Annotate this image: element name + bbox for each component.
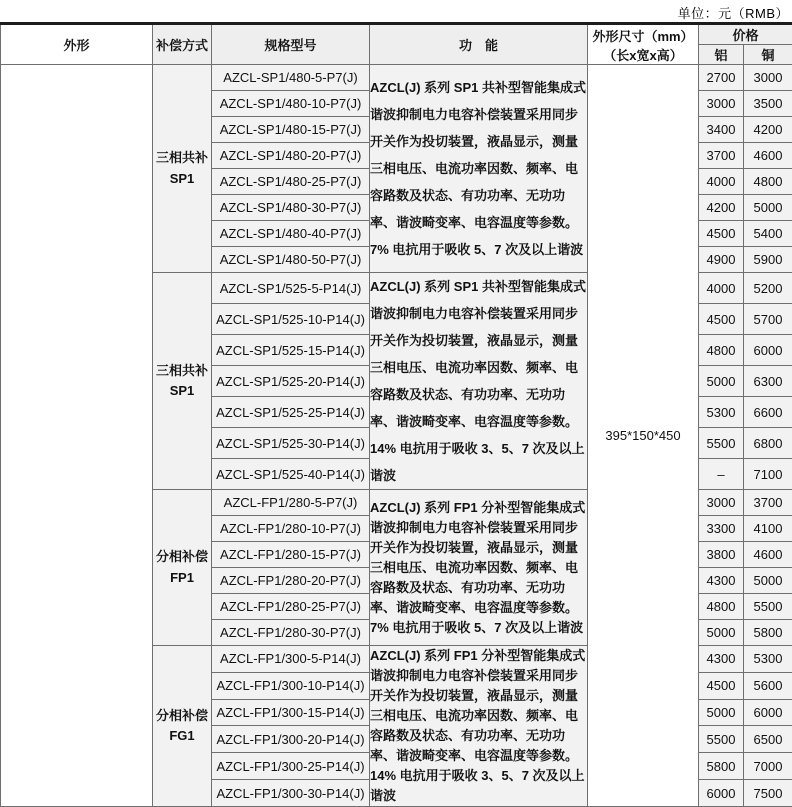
model-cell: AZCL-FP1/300-10-P14(J) bbox=[212, 672, 370, 699]
header-function: 功 能 bbox=[370, 24, 588, 65]
method-cell bbox=[153, 490, 212, 646]
header-dimensions-line2: （长x宽x高） bbox=[588, 45, 698, 64]
header-copper: 铜 bbox=[744, 45, 792, 65]
model-cell: AZCL-FP1/300-5-P14(J) bbox=[212, 646, 370, 673]
model-cell: AZCL-SP1/480-30-P7(J) bbox=[212, 195, 370, 221]
price-al-cell: 4900 bbox=[699, 247, 744, 273]
dimensions-cell: 395*150*450 bbox=[588, 65, 699, 807]
price-cu-cell: 7500 bbox=[744, 780, 792, 807]
price-al-cell: 4300 bbox=[699, 646, 744, 673]
header-aluminum: 铝 bbox=[699, 45, 744, 65]
price-cu-cell: 7100 bbox=[744, 459, 792, 490]
price-cu-cell: 6800 bbox=[744, 428, 792, 459]
model-cell: AZCL-SP1/480-25-P7(J) bbox=[212, 169, 370, 195]
method-label: 三相共补 bbox=[156, 363, 208, 378]
price-cu-cell: 5900 bbox=[744, 247, 792, 273]
method-code: FP1 bbox=[153, 568, 211, 588]
price-al-cell: 4200 bbox=[699, 195, 744, 221]
price-cu-cell: 6000 bbox=[744, 699, 792, 726]
method-cell bbox=[153, 65, 212, 273]
model-cell: AZCL-SP1/480-20-P7(J) bbox=[212, 143, 370, 169]
method-cell bbox=[153, 273, 212, 490]
model-cell: AZCL-SP1/525-5-P14(J) bbox=[212, 273, 370, 304]
price-cu-cell: 3500 bbox=[744, 91, 792, 117]
price-cu-cell: 3000 bbox=[744, 65, 792, 91]
price-al-cell: 4800 bbox=[699, 594, 744, 620]
price-cu-cell: 6300 bbox=[744, 366, 792, 397]
price-table bbox=[0, 22, 792, 807]
header-method: 补偿方式 bbox=[153, 24, 212, 65]
method-code: FG1 bbox=[153, 726, 211, 746]
price-al-cell: 3800 bbox=[699, 542, 744, 568]
price-cu-cell: 7000 bbox=[744, 753, 792, 780]
price-al-cell: 5500 bbox=[699, 726, 744, 753]
table-row bbox=[1, 65, 792, 91]
header-dimensions-line1: 外形尺寸（mm） bbox=[588, 26, 698, 45]
model-cell: AZCL-FP1/280-30-P7(J) bbox=[212, 620, 370, 646]
price-cu-cell: 5300 bbox=[744, 646, 792, 673]
header-shape: 外形 bbox=[1, 24, 153, 65]
function-cell: AZCL(J) 系列 FP1 分补型智能集成式谐波抑制电力电容补偿装置采用同步开关作为投切装置，液晶显示，测量三相电压、电流功率因数、频率、电容路数及状态、有功功率、无功功率、谐波畸变率、电容温度等参数。14% 电抗用于吸收 3、5、7 次及以上谐波 bbox=[370, 646, 588, 807]
model-cell: AZCL-SP1/480-5-P7(J) bbox=[212, 65, 370, 91]
method-label: 三相共补 bbox=[156, 150, 208, 165]
method-code: SP1 bbox=[153, 169, 211, 189]
method-code: SP1 bbox=[153, 381, 211, 401]
price-al-cell: 4000 bbox=[699, 273, 744, 304]
model-cell: AZCL-SP1/525-40-P14(J) bbox=[212, 459, 370, 490]
price-cu-cell: 4100 bbox=[744, 516, 792, 542]
method-label: 分相补偿 bbox=[156, 708, 208, 723]
price-cu-cell: 5400 bbox=[744, 221, 792, 247]
price-cu-cell: 4800 bbox=[744, 169, 792, 195]
price-al-cell: 5000 bbox=[699, 366, 744, 397]
model-cell: AZCL-SP1/525-20-P14(J) bbox=[212, 366, 370, 397]
model-cell: AZCL-SP1/480-15-P7(J) bbox=[212, 117, 370, 143]
function-cell: AZCL(J) 系列 SP1 共补型智能集成式谐波抑制电力电容补偿装置采用同步开关作为投切装置，液晶显示，测量三相电压、电流功率因数、频率、电容路数及状态、有功功率、无功功率、谐波畸变率、电容温度等参数。7% 电抗用于吸收 5、7 次及以上谐波 bbox=[370, 65, 588, 273]
price-cu-cell: 6500 bbox=[744, 726, 792, 753]
header-price: 价格 bbox=[699, 24, 792, 45]
unit-note: 单位：元（RMB） bbox=[678, 3, 789, 22]
method-label: 分相补偿 bbox=[156, 549, 208, 564]
method-cell bbox=[153, 646, 212, 807]
price-al-cell: 3300 bbox=[699, 516, 744, 542]
header-model: 规格型号 bbox=[212, 24, 370, 65]
price-al-cell: 4800 bbox=[699, 335, 744, 366]
table-header bbox=[1, 24, 792, 65]
model-cell: AZCL-SP1/480-40-P7(J) bbox=[212, 221, 370, 247]
price-cu-cell: 6000 bbox=[744, 335, 792, 366]
price-al-cell: 3400 bbox=[699, 117, 744, 143]
model-cell: AZCL-SP1/525-15-P14(J) bbox=[212, 335, 370, 366]
model-cell: AZCL-FP1/300-15-P14(J) bbox=[212, 699, 370, 726]
price-al-cell: 5000 bbox=[699, 699, 744, 726]
price-al-cell: 5500 bbox=[699, 428, 744, 459]
price-al-cell: 5300 bbox=[699, 397, 744, 428]
model-cell: AZCL-SP1/525-10-P14(J) bbox=[212, 304, 370, 335]
model-cell: AZCL-FP1/280-10-P7(J) bbox=[212, 516, 370, 542]
model-cell: AZCL-SP1/480-50-P7(J) bbox=[212, 247, 370, 273]
price-cu-cell: 5000 bbox=[744, 568, 792, 594]
price-al-cell: 4500 bbox=[699, 672, 744, 699]
model-cell: AZCL-SP1/525-25-P14(J) bbox=[212, 397, 370, 428]
model-cell: AZCL-FP1/300-30-P14(J) bbox=[212, 780, 370, 807]
price-al-cell: 4500 bbox=[699, 304, 744, 335]
function-cell: AZCL(J) 系列 SP1 共补型智能集成式谐波抑制电力电容补偿装置采用同步开关作为投切装置，液晶显示，测量三相电压、电流功率因数、频率、电容路数及状态、有功功率、无功功率、谐波畸变率、电容温度等参数。14% 电抗用于吸收 3、5、7 次及以上谐波 bbox=[370, 273, 588, 490]
price-al-cell: 6000 bbox=[699, 780, 744, 807]
model-cell: AZCL-FP1/280-15-P7(J) bbox=[212, 542, 370, 568]
price-al-cell: 5000 bbox=[699, 620, 744, 646]
price-cu-cell: 6600 bbox=[744, 397, 792, 428]
price-cu-cell: 5000 bbox=[744, 195, 792, 221]
price-al-cell: 3700 bbox=[699, 143, 744, 169]
price-cu-cell: 4200 bbox=[744, 117, 792, 143]
price-al-cell: – bbox=[699, 459, 744, 490]
model-cell: AZCL-FP1/280-25-P7(J) bbox=[212, 594, 370, 620]
model-cell: AZCL-FP1/280-5-P7(J) bbox=[212, 490, 370, 516]
price-al-cell: 3000 bbox=[699, 91, 744, 117]
price-al-cell: 4500 bbox=[699, 221, 744, 247]
price-cu-cell: 4600 bbox=[744, 542, 792, 568]
price-cu-cell: 5800 bbox=[744, 620, 792, 646]
price-cu-cell: 4600 bbox=[744, 143, 792, 169]
model-cell: AZCL-SP1/480-10-P7(J) bbox=[212, 91, 370, 117]
price-al-cell: 3000 bbox=[699, 490, 744, 516]
price-cu-cell: 5600 bbox=[744, 672, 792, 699]
model-cell: AZCL-SP1/525-30-P14(J) bbox=[212, 428, 370, 459]
price-cu-cell: 3700 bbox=[744, 490, 792, 516]
function-cell: AZCL(J) 系列 FP1 分补型智能集成式谐波抑制电力电容补偿装置采用同步开关作为投切装置，液晶显示，测量三相电压、电流功率因数、频率、电容路数及状态、有功功率、无功功率、谐波畸变率、电容温度等参数。7% 电抗用于吸收 5、7 次及以上谐波 bbox=[370, 490, 588, 646]
price-al-cell: 5800 bbox=[699, 753, 744, 780]
model-cell: AZCL-FP1/280-20-P7(J) bbox=[212, 568, 370, 594]
header-dimensions bbox=[588, 24, 699, 65]
price-cu-cell: 5700 bbox=[744, 304, 792, 335]
model-cell: AZCL-FP1/300-20-P14(J) bbox=[212, 726, 370, 753]
model-cell: AZCL-FP1/300-25-P14(J) bbox=[212, 753, 370, 780]
price-cu-cell: 5500 bbox=[744, 594, 792, 620]
price-al-cell: 2700 bbox=[699, 65, 744, 91]
price-al-cell: 4000 bbox=[699, 169, 744, 195]
shape-cell bbox=[1, 65, 153, 807]
price-al-cell: 4300 bbox=[699, 568, 744, 594]
price-cu-cell: 5200 bbox=[744, 273, 792, 304]
